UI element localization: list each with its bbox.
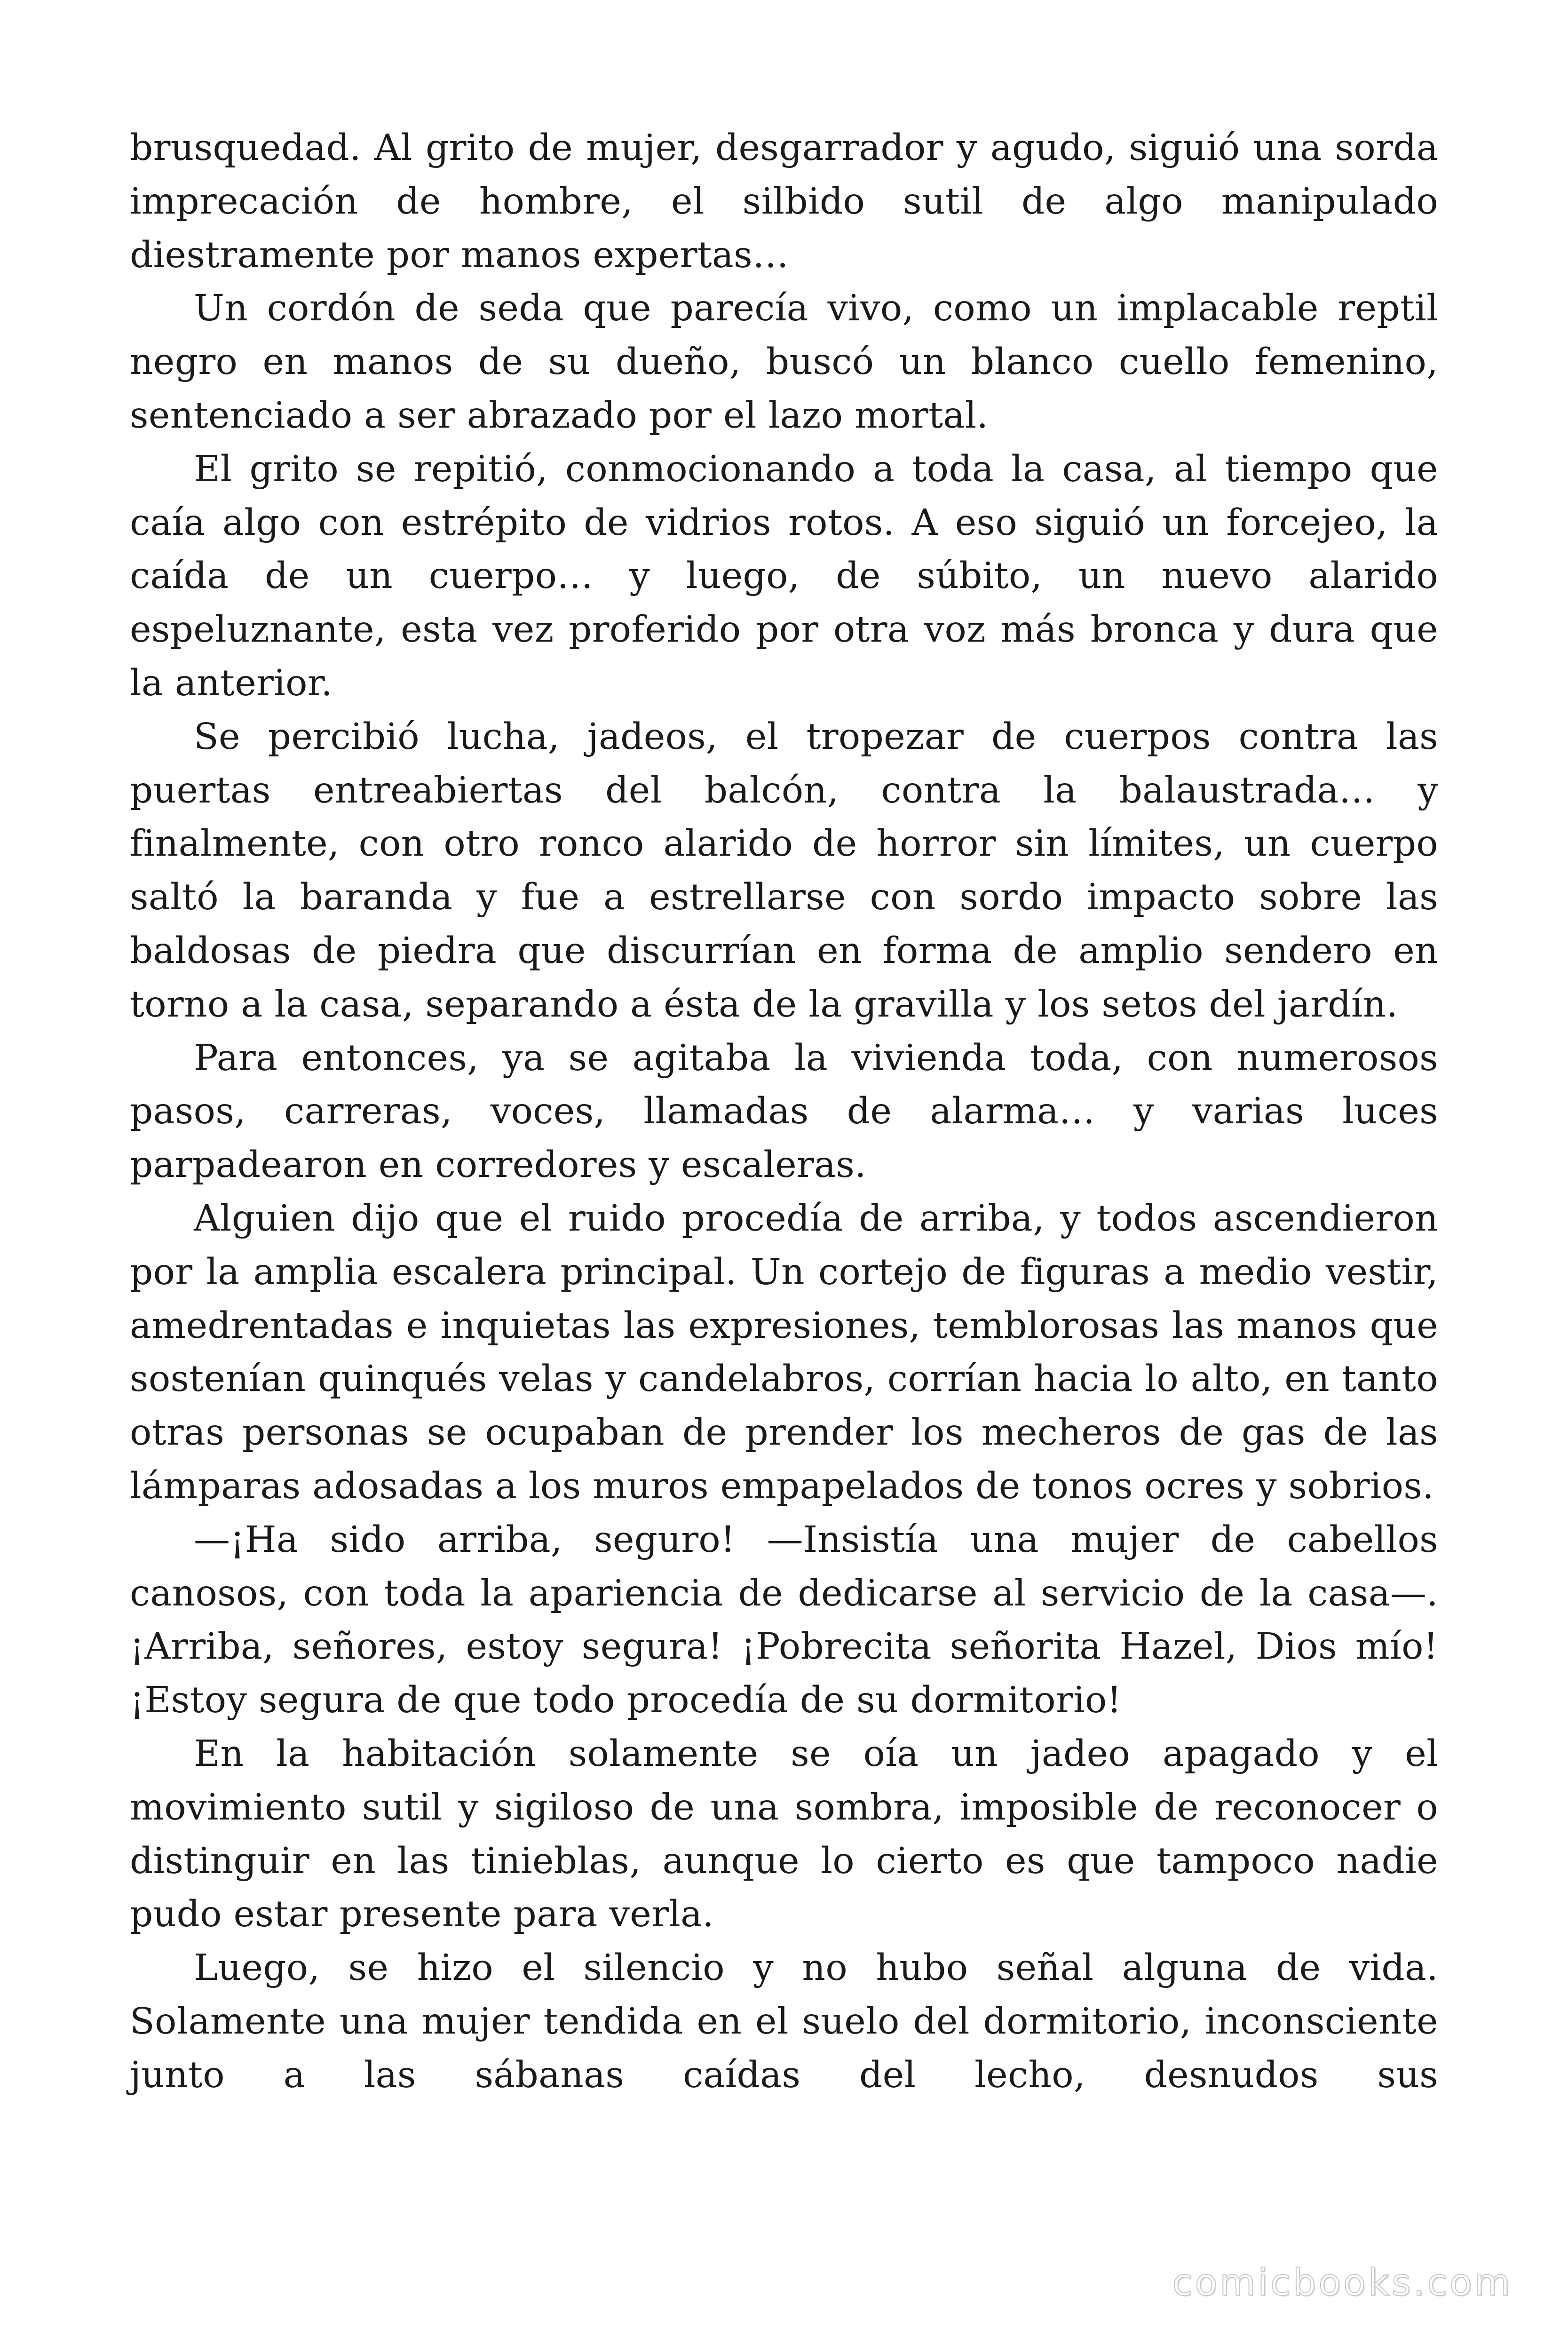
paragraph: Un cordón de seda que parecía vivo, como un implacable reptil negro en manos de su dueño, buscó un blanco cuello femenino, sentenciado a ser abrazado por el lazo mortal. bbox=[130, 287, 1438, 437]
watermark: comicbooks.com bbox=[1172, 2262, 1513, 2304]
paragraph: Para entonces, ya se agitaba la vivienda toda, con numerosos pasos, carreras, voces, llamadas de alarma… y varias luces parpadearon en corredores y escaleras. bbox=[130, 1037, 1438, 1186]
paragraph: —¡Ha sido arriba, seguro! —Insistía una mujer de cabellos canosos, con toda la apariencia de dedicarse al servicio de la casa—. ¡Arriba, señores, estoy segura! ¡Pobrecita señorita Hazel, Dios mío! ¡Estoy segura de que todo procedía de su dormitorio! bbox=[130, 1518, 1438, 1722]
paragraph: El grito se repitió, conmocionando a toda la casa, al tiempo que caía algo con estrépito de vidrios rotos. A eso siguió un forcejeo, la caída de un cuerpo… y luego, de súbito, un nuevo alarido espeluznante, esta vez proferido por otra voz más bronca y dura que la anterior. bbox=[130, 448, 1438, 704]
paragraph: Luego, se hizo el silencio y no hubo señal alguna de vida. Solamente una mujer tendida en el suelo del dormitorio, inconsciente junto a las sábanas caídas del lecho, desnudos sus bbox=[130, 1947, 1438, 2096]
paragraph: Se percibió lucha, jadeos, el tropezar de cuerpos contra las puertas entreabiertas del balcón, contra la balaustrada… y finalmente, con otro ronco alarido de horror sin límites, un cuerpo saltó la baranda y fue a estrellarse con sordo impacto sobre las baldosas de piedra que discurrían en forma de amplio sendero en torno a la casa, separando a ésta de la gravilla y los setos del jardín. bbox=[130, 715, 1438, 1025]
page-text bbox=[130, 121, 1438, 2102]
paragraph: brusquedad. Al grito de mujer, desgarrador y agudo, siguió una sorda imprecación de hombre, el silbido sutil de algo manipulado diestramente por manos expertas… bbox=[130, 127, 1438, 276]
paragraph: Alguien dijo que el ruido procedía de arriba, y todos ascendieron por la amplia escalera principal. Un cortejo de figuras a medio vestir, amedrentadas e inquietas las expresiones, temblorosas las manos que sostenían quinqués velas y candelabros, corrían hacia lo alto, en tanto otras personas se ocupaban de prender los mecheros de gas de las lámparas adosadas a los muros empapelados de tonos ocres y sobrios. bbox=[130, 1197, 1438, 1507]
paragraph: En la habitación solamente se oía un jadeo apagado y el movimiento sutil y sigiloso de una sombra, imposible de reconocer o distinguir en las tinieblas, aunque lo cierto es que tampoco nadie pudo estar presente para verla. bbox=[130, 1732, 1438, 1936]
